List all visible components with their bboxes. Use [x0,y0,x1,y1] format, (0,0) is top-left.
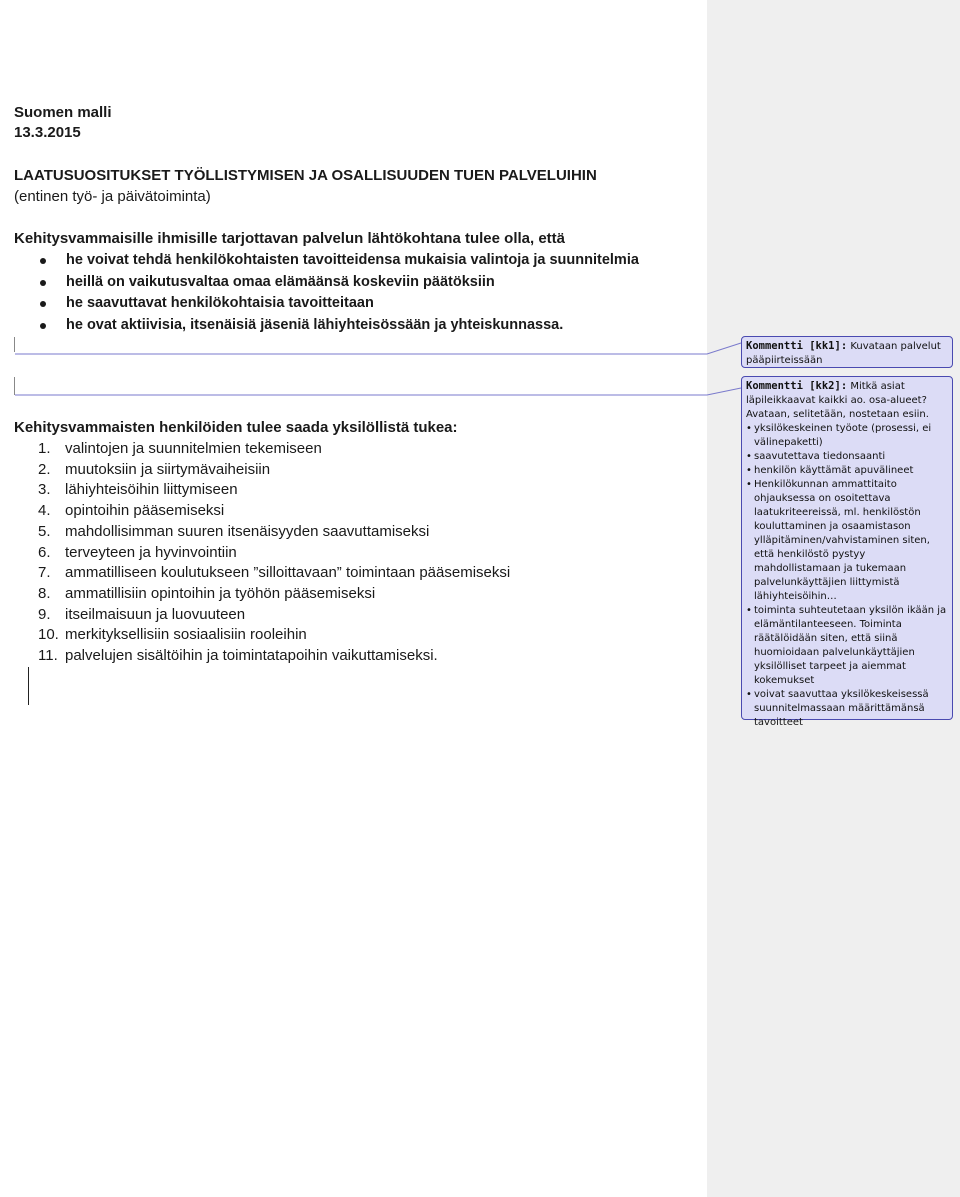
item-text: itseilmaisuun ja luovuuteen [65,605,246,623]
bullet-text: heillä on vaikutusvaltaa omaa elämäänsä koskeviin päätöksiin [66,273,495,290]
comment-bullet [746,604,948,688]
comment-kk2[interactable] [741,376,953,728]
item-number: 1. [38,440,51,457]
comment-bullet [746,464,948,478]
item-text: palvelujen sisältöihin ja toimintatapoihin vaikuttamiseksi. [65,647,438,665]
comment-bullet [746,422,948,450]
item-text: ammatillisiin opintoihin ja työhön pääsemiseksi [65,584,376,602]
comment-bullet-text: voivat saavuttaa yksilökeskeisessä suunnitelmassaan määrittämänsä tavoitteet [754,689,929,728]
item-number: 2. [38,460,51,478]
comment-tag: Kommentti [kk1]: [746,340,848,352]
item-number: 5. [38,522,51,540]
item-text: opintoihin pääsemiseksi [65,502,225,520]
item-number: 4. [38,502,51,520]
item-number: 7. [38,564,51,582]
item-number: 8. [38,584,51,602]
comment-bullet-text: saavutettava tiedonsaanti [754,451,886,462]
bullet-icon: • [746,465,752,476]
comment-text: Kuvataan palvelut pääpiirteissään [746,341,941,366]
bullet-text: he voivat tehdä henkilökohtaisten tavoitteidensa mukaisia valintoja ja suunnitelmia [66,252,639,268]
bullet-icon: • [746,479,752,490]
item-text: merkityksellisiin sosiaalisiin rooleihin [65,626,307,644]
comment-bullet-text: yksilökeskeinen työote (prosessi, ei välinepaketti) [754,423,932,448]
bullet-icon: • [746,451,752,462]
comment-kk1[interactable] [741,336,953,368]
item-text: ammatilliseen koulutukseen ”silloittavaan” toimintaan pääsemiseksi [65,564,511,582]
item-number: 9. [38,605,51,623]
header-line-2: 13.3.2015 [14,124,81,141]
bullet-text: he ovat aktiivisia, itsenäisiä jäseniä lähiyhteisössään ja yhteiskunnassa. [66,316,564,333]
item-number: 10. [38,626,59,644]
item-number: 6. [38,543,51,561]
bullet-icon: • [746,605,752,616]
comment-tag: Kommentti [kk2]: [746,380,848,392]
comment-bullet [746,688,948,730]
header-line-1: Suomen malli [14,104,112,121]
bullet-text: he saavuttavat henkilökohtaisia tavoitteitaan [66,295,374,312]
bullet-icon: • [746,689,752,700]
document-subtitle: (entinen työ- ja päivätoiminta) [14,188,211,205]
item-text: valintojen ja suunnitelmien tekemiseen [65,440,322,457]
connector-kk1 [15,343,741,354]
comment-bullet [746,450,948,464]
item-number: 11. [38,647,58,665]
item-text: terveyteen ja hyvinvointiin [65,543,237,561]
connector-kk2 [15,388,741,395]
item-text: mahdollisimman suuren itsenäisyyden saavuttamiseksi [65,522,430,540]
item-text: muutoksiin ja siirtymävaiheisiin [65,460,271,478]
item-text: lähiyhteisöihin liittymiseen [65,481,238,499]
document-title: LAATUSUOSITUKSET TYÖLLISTYMISEN JA OSALLISUUDEN TUEN PALVELUIHIN [14,167,597,184]
comment-bullet-text: toiminta suhteutetaan yksilön ikään ja elämäntilanteeseen. Toiminta räätälöidään siten, että siinä huomioidaan palvelunkäyttäjien yksilölliset tarpeet ja aiemmat kokemukset [754,605,947,686]
comment-bullet-text: Henkilökunnan ammattitaito ohjauksessa on osoitettava laatukriteereissä, ml. henkilöstön kouluttaminen ja osaamistason ylläpitäminen/vahvistaminen siten, että henkilöstö pystyy mahdollistamaan ja tukemaan palvelunkäyttäjien liittymistä lähiyhteisöihin… [754,479,930,602]
comment-bullet-text: henkilön käyttämät apuvälineet [754,465,914,476]
support-heading: Kehitysvammaisten henkilöiden tulee saada yksilöllistä tukea: [14,419,458,436]
bullet-icon: • [746,423,752,434]
comment-bullet [746,478,948,604]
comment-text: Mitkä asiat läpileikkaavat kaikki ao. osa-alueet? Avataan, selitetään, nostetaan esiin. [746,381,929,420]
intro-text: Kehitysvammaisille ihmisille tarjottavan palvelun lähtökohtana tulee olla, että [14,230,566,247]
item-number: 3. [38,481,51,499]
